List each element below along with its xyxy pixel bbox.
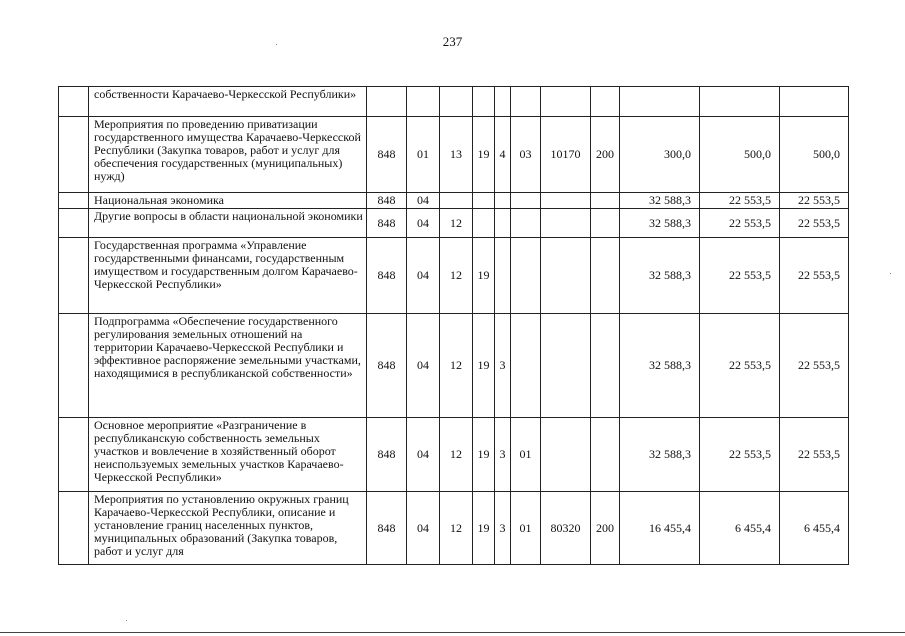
amount-year-3: 22 553,5	[780, 193, 849, 209]
section-code: 01	[407, 117, 440, 193]
blank-cell	[59, 193, 89, 209]
ministry-code: 848	[367, 314, 407, 418]
expense-type-code	[591, 314, 620, 418]
subsection-code: 13	[440, 117, 473, 193]
amount-year-1: 32 588,3	[620, 193, 700, 209]
subsection-code: 12	[440, 492, 473, 565]
amount-year-3: 500,0	[780, 117, 849, 193]
amount-year-3	[780, 87, 849, 117]
blank-cell	[59, 209, 89, 238]
item-name: Подпрограмма «Обеспечение государственного регулирования земельных отношений на территории Карачаево-Черкесской Республики и эффективное распоряжение земельными участками, находящимися в республиканской собственности»	[89, 314, 367, 418]
section-code: 04	[407, 193, 440, 209]
item-name: Мероприятия по проведению приватизации государственного имущества Карачаево-Черкесской Республики (Закупка товаров, работ и услуг для обеспечения государственных (муниципальных) нужд)	[89, 117, 367, 193]
program-code	[473, 209, 495, 238]
program-code	[473, 87, 495, 117]
expense-type-code: 200	[591, 492, 620, 565]
amount-year-2: 22 553,5	[700, 209, 780, 238]
direction-code: 10170	[541, 117, 591, 193]
amount-year-2	[700, 87, 780, 117]
table-row	[59, 193, 849, 209]
direction-code	[541, 193, 591, 209]
budget-table	[58, 86, 849, 565]
section-code: 04	[407, 238, 440, 314]
page-bottom-edge	[0, 632, 905, 633]
table-row	[59, 238, 849, 314]
amount-year-1: 16 455,4	[620, 492, 700, 565]
direction-code: 80320	[541, 492, 591, 565]
ministry-code: 848	[367, 209, 407, 238]
subprogram-code: 3	[495, 418, 511, 492]
amount-year-1	[620, 87, 700, 117]
amount-year-1: 300,0	[620, 117, 700, 193]
activity-code: 01	[511, 418, 541, 492]
subprogram-code	[495, 209, 511, 238]
program-code: 19	[473, 314, 495, 418]
item-name: Основное мероприятие «Разграничение в республиканскую собственность земельных участков и вовлечение в хозяйственный оборот неиспользуемых земельных участков Карачаево-Черкесской Республики»	[89, 418, 367, 492]
item-name: Мероприятия по установлению окружных границ Карачаево-Черкесской Республики, описание и установление границ населенных пунктов, муниципальных образований (Закупка товаров, работ и услуг для	[89, 492, 367, 565]
blank-cell	[59, 87, 89, 117]
activity-code	[511, 209, 541, 238]
amount-year-3: 22 553,5	[780, 238, 849, 314]
activity-code	[511, 238, 541, 314]
table-row	[59, 209, 849, 238]
blank-cell	[59, 314, 89, 418]
subprogram-code: 4	[495, 117, 511, 193]
direction-code	[541, 418, 591, 492]
amount-year-2: 22 553,5	[700, 314, 780, 418]
page-number: 237	[442, 34, 463, 49]
amount-year-3: 22 553,5	[780, 314, 849, 418]
blank-cell	[59, 238, 89, 314]
ministry-code: 848	[367, 117, 407, 193]
section-code: 04	[407, 209, 440, 238]
table-row	[59, 87, 849, 117]
section-code: 04	[407, 418, 440, 492]
direction-code	[541, 238, 591, 314]
subprogram-code	[495, 87, 511, 117]
amount-year-3: 6 455,4	[780, 492, 849, 565]
expense-type-code	[591, 87, 620, 117]
subsection-code: 12	[440, 314, 473, 418]
amount-year-1: 32 588,3	[620, 238, 700, 314]
amount-year-2: 6 455,4	[700, 492, 780, 565]
direction-code	[541, 87, 591, 117]
blank-cell	[59, 418, 89, 492]
amount-year-1: 32 588,3	[620, 209, 700, 238]
amount-year-3: 22 553,5	[780, 418, 849, 492]
table-row	[59, 314, 849, 418]
program-code: 19	[473, 492, 495, 565]
scan-speck	[890, 273, 891, 274]
subsection-code: 12	[440, 209, 473, 238]
ministry-code: 848	[367, 492, 407, 565]
expense-type-code	[591, 418, 620, 492]
subsection-code: 12	[440, 418, 473, 492]
subprogram-code	[495, 238, 511, 314]
activity-code: 03	[511, 117, 541, 193]
table-row	[59, 418, 849, 492]
blank-cell	[59, 117, 89, 193]
table-row	[59, 492, 849, 565]
activity-code	[511, 193, 541, 209]
program-code: 19	[473, 418, 495, 492]
subsection-code	[440, 87, 473, 117]
ministry-code: 848	[367, 238, 407, 314]
scan-speck	[126, 620, 127, 621]
table-row	[59, 117, 849, 193]
section-code: 04	[407, 314, 440, 418]
amount-year-2: 22 553,5	[700, 193, 780, 209]
direction-code	[541, 209, 591, 238]
subprogram-code: 3	[495, 492, 511, 565]
amount-year-2: 22 553,5	[700, 238, 780, 314]
direction-code	[541, 314, 591, 418]
subsection-code: 12	[440, 238, 473, 314]
subprogram-code	[495, 193, 511, 209]
amount-year-1: 32 588,3	[620, 314, 700, 418]
program-code	[473, 193, 495, 209]
ministry-code	[367, 87, 407, 117]
item-name: Другие вопросы в области национальной экономики	[89, 209, 367, 238]
activity-code: 01	[511, 492, 541, 565]
section-code: 04	[407, 492, 440, 565]
amount-year-2: 22 553,5	[700, 418, 780, 492]
scan-speck	[276, 44, 277, 45]
section-code	[407, 87, 440, 117]
amount-year-2: 500,0	[700, 117, 780, 193]
amount-year-3: 22 553,5	[780, 209, 849, 238]
item-name: собственности Карачаево-Черкесской Республики»	[89, 87, 367, 117]
expense-type-code: 200	[591, 117, 620, 193]
activity-code	[511, 87, 541, 117]
blank-cell	[59, 492, 89, 565]
amount-year-1: 32 588,3	[620, 418, 700, 492]
program-code: 19	[473, 238, 495, 314]
ministry-code: 848	[367, 193, 407, 209]
item-name: Национальная экономика	[89, 193, 367, 209]
ministry-code: 848	[367, 418, 407, 492]
budget-table-body	[59, 87, 849, 565]
item-name: Государственная программа «Управление государственными финансами, государственным имуществом и государственным долгом Карачаево-Черкесской Республики»	[89, 238, 367, 314]
expense-type-code	[591, 209, 620, 238]
subprogram-code: 3	[495, 314, 511, 418]
expense-type-code	[591, 238, 620, 314]
activity-code	[511, 314, 541, 418]
program-code: 19	[473, 117, 495, 193]
subsection-code	[440, 193, 473, 209]
expense-type-code	[591, 193, 620, 209]
